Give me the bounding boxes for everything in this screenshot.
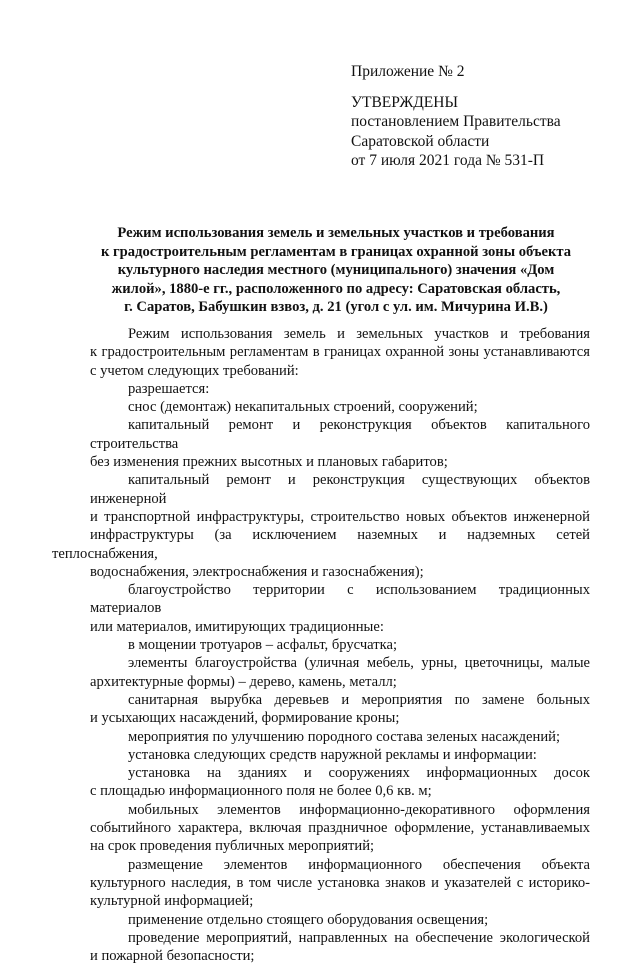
paragraph-line: санитарная вырубка деревьев и мероприятия по замене больных [128,691,590,708]
paragraph-line: разрешается: [128,380,210,397]
paragraph [52,471,590,581]
paragraph [90,728,590,746]
paragraph [90,581,590,636]
paragraph-line: и усыхающих насаждений, формирование кроны; [90,710,400,727]
paragraph-line: без изменения прежних высотных и плановых габаритов; [90,454,448,471]
paragraph [90,654,590,691]
paragraph-line: и транспортной инфраструктуры, строительство новых объектов инженерной [90,508,590,525]
title-line: г. Саратов, Бабушкин взвоз, д. 21 (угол с ул. им. Мичурина И.В.) [124,299,548,315]
paragraph-line: снос (демонтаж) некапитальных строений, сооружений; [128,399,478,416]
paragraph-line: установка на зданиях и сооружениях информационных досок [128,765,590,782]
paragraph-line: к градостроительным регламентам в границах охранной зоны устанавливаются [90,344,590,361]
paragraph-line: событийного характера, включая праздничное оформление, устанавливаемых [90,820,590,837]
paragraph-line: размещение элементов информационного обеспечения объекта [128,856,590,873]
paragraph [90,801,590,856]
paragraph-line: с площадью информационного поля не более 0,6 кв. м; [90,783,432,800]
paragraph-line: культурного наследия, в том числе установка знаков и указателей с историко- [90,874,590,891]
paragraph [90,856,590,911]
paragraph-line: архитектурные формы) – дерево, камень, металл; [90,673,397,690]
title-line: Режим использования земель и земельных участков и требования [117,225,555,241]
paragraph-line: капитальный ремонт и реконструкция объектов капитального строительства [90,417,590,452]
paragraph-line: и пожарной безопасности; [90,948,255,965]
approval-block [351,62,611,171]
paragraph-line: проведение мероприятий, направленных на обеспечение экологической [128,929,590,946]
paragraph-line: мобильных элементов информационно-декоративного оформления [128,801,590,818]
paragraph [90,416,590,471]
paragraph-line: капитальный ремонт и реконструкция существующих объектов инженерной [90,472,590,507]
paragraph-line: водоснабжения, электроснабжения и газоснабжения); [90,563,424,580]
paragraph-line: благоустройство территории с использованием традиционных материалов [90,582,590,617]
title-line: к градостроительным регламентам в границах охранной зоны объекта [100,243,572,260]
paragraph [90,764,590,801]
paragraph [90,636,590,654]
title-line: культурного наследия местного (муниципального) значения «Дом [117,262,555,278]
document-title [86,224,586,317]
paragraph [90,746,590,764]
approval-status: УТВЕРЖДЕНЫ [351,93,458,111]
paragraph-line: культурной информацией; [90,893,254,910]
paragraph [90,325,590,380]
paragraph-line: элементы благоустройства (уличная мебель, урны, цветочницы, малые [128,655,590,672]
paragraph [90,398,590,416]
paragraph-line: инфраструктуры (за исключением наземных и надземных сетей теплоснабжения, [52,527,590,562]
paragraph-line: Режим использования земель и земельных участков и требования [128,326,590,342]
paragraph-line: с учетом следующих требований: [90,362,299,379]
paragraph-line: применение отдельно стоящего оборудования освещения; [128,911,489,928]
paragraph-line: установка следующих средств наружной рекламы и информации: [128,746,537,763]
paragraph [90,929,590,965]
title-line: жилой», 1880-е гг., расположенного по адресу: Саратовская область, [111,280,561,297]
paragraph [90,380,590,398]
paragraph-line: в мощении тротуаров – асфальт, брусчатка; [128,637,398,654]
paragraph [90,911,590,929]
approval-date: от 7 июля 2021 года № 531-П [351,152,545,169]
paragraph [90,691,590,728]
paragraph-line: мероприятия по улучшению породного состава зеленых насаждений; [128,728,561,745]
document-body [52,325,590,965]
approval-line: постановлением Правительства [351,113,561,130]
annex-number: Приложение № 2 [351,63,465,80]
paragraph-line: на срок проведения публичных мероприятий; [90,838,375,855]
paragraph-line: или материалов, имитирующих традиционные: [90,618,384,635]
approval-line: Саратовской области [351,132,490,150]
